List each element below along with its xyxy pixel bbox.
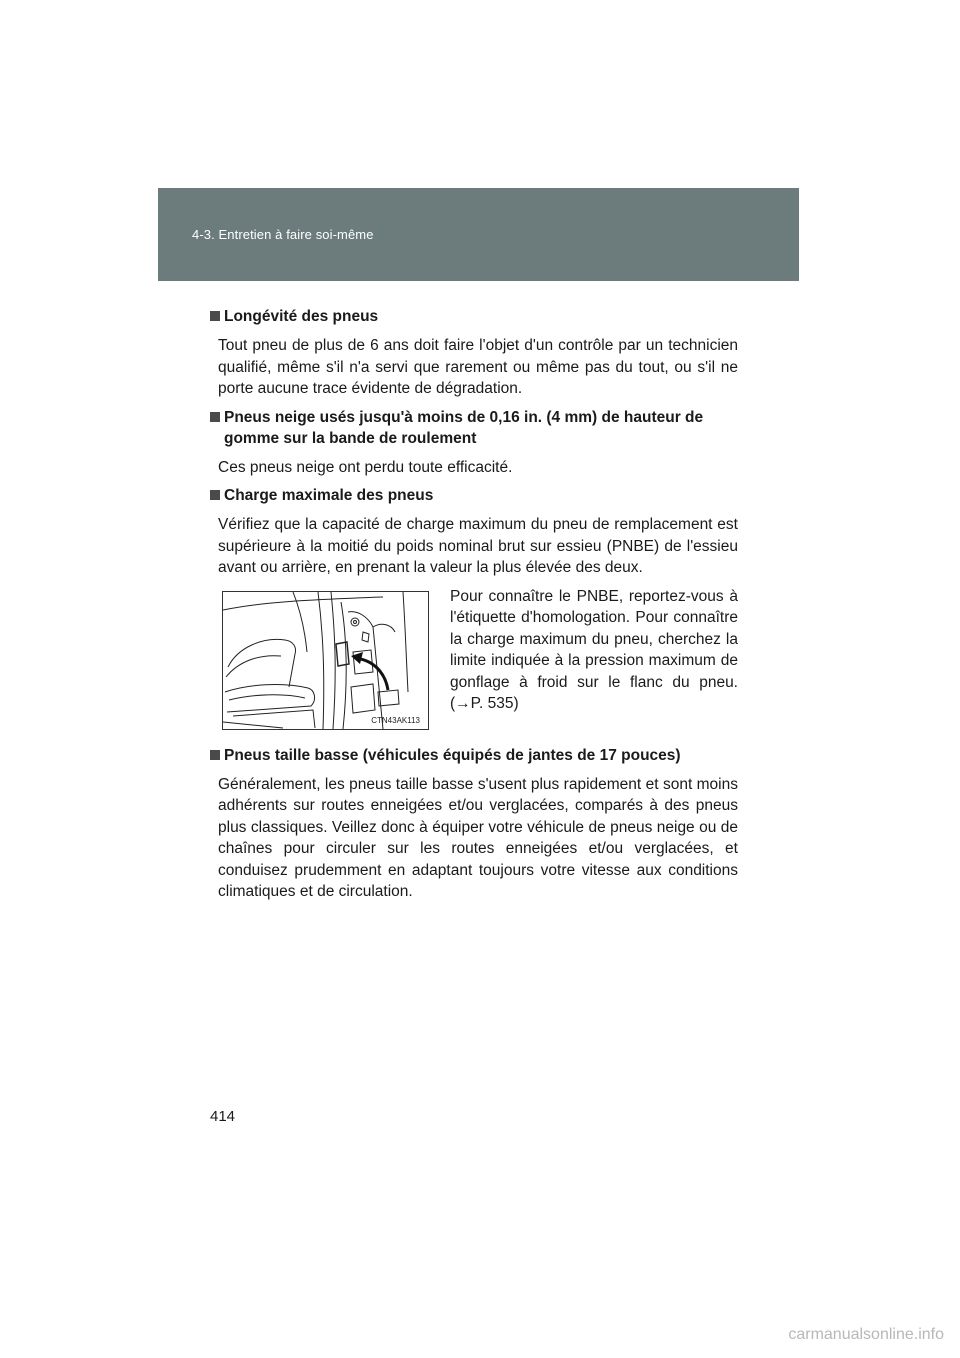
- page-number: 414: [210, 1108, 236, 1125]
- square-bullet-icon: [210, 311, 220, 321]
- figure-code: CTN43AK113: [371, 715, 420, 725]
- section-text-tire-longevity: Tout pneu de plus de 6 ans doit faire l'objet d'un contrôle par un technicien qualifié, même s'il n'a servi que rarement ou même pas du tout, ou s'il ne porte aucune trace évidente de dégradation.: [218, 337, 738, 397]
- car-door-label-drawing: [223, 592, 428, 729]
- door-pillar-label-illustration: [222, 591, 429, 730]
- section-heading-tire-longevity: Longévité des pneus: [210, 306, 738, 327]
- chapter-header-bar: [158, 188, 799, 281]
- section-text-max-load: Vérifiez que la capacité de charge maximum du pneu de remplacement est supérieure à la moitié du poids nominal brut sur essieu (PNBE) de l'essieu avant ou arrière, en prenant la valeur la plus élevée des deux.: [218, 516, 738, 576]
- figure-caption-text: Pour connaître le PNBE, reportez-vous à l'étiquette d'homologation. Pour connaître la charge maximum du pneu, cherchez la limite indiquée à la pression maximum de gonflage à froid sur le flanc du pneu. (→P. 535): [450, 587, 738, 712]
- section-heading-max-load: Charge maximale des pneus: [210, 485, 738, 506]
- page-content: [210, 306, 738, 910]
- square-bullet-icon: [210, 412, 220, 422]
- section-heading-worn-snow-tires: Pneus neige usés jusqu'à moins de 0,16 in. (4 mm) de hauteur de gomme sur la bande de roulement: [210, 407, 738, 449]
- section-heading-low-profile-tires: Pneus taille basse (véhicules équipés de jantes de 17 pouces): [210, 745, 738, 766]
- footer-watermark: carmanualsonline.info: [788, 1326, 944, 1343]
- section-text-worn-snow-tires: Ces pneus neige ont perdu toute efficacité.: [218, 458, 513, 476]
- section-text-low-profile-tires: Généralement, les pneus taille basse s'usent plus rapidement et sont moins adhérents sur routes enneigées et/ou verglacées, comparés à des pneus plus classiques. Veillez donc à équiper votre véhicule de pneus neige ou de chaînes pour circuler sur les routes enneigées et/ou verglacées, et conduisez prudemment en adaptant toujours votre vitesse aux conditions climatiques et de circulation.: [218, 775, 738, 900]
- square-bullet-icon: [210, 490, 220, 500]
- section-title: 4-3. Entretien à faire soi-même: [192, 227, 374, 242]
- figure-row: [222, 587, 738, 739]
- square-bullet-icon: [210, 750, 220, 760]
